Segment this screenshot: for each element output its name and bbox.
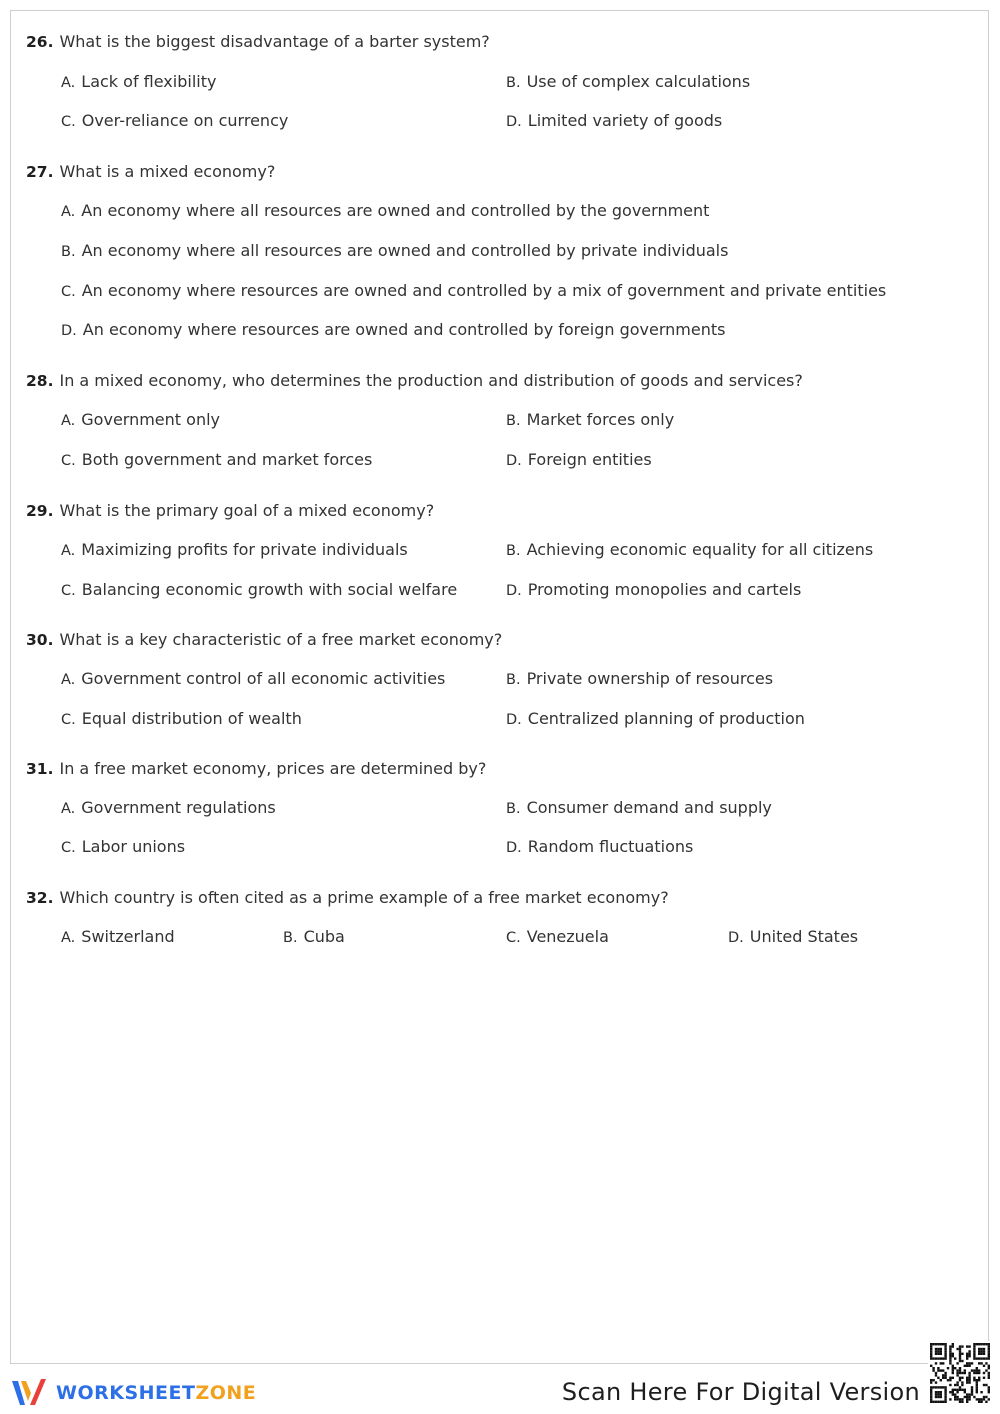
option-letter: C. [61,453,76,469]
option-text: Lack of flexibility [81,72,217,91]
brand-name [56,1382,256,1404]
question-text: In a free market economy, prices are determined by? [59,759,487,778]
question-line [26,501,434,521]
option-b[interactable] [506,798,772,819]
question-number: 32. [26,889,54,907]
option-a[interactable] [61,72,216,93]
option-text: Foreign entities [527,450,652,469]
option-text: Balancing economic growth with social welfare [81,580,458,599]
question-line [26,162,275,182]
option-letter: D. [506,453,522,469]
option-a[interactable] [61,798,276,819]
option-text: Achieving economic equality for all citizens [526,540,874,559]
option-text: An economy where all resources are owned and controlled by private individuals [81,241,729,260]
option-c[interactable] [61,111,288,132]
option-text: Switzerland [81,927,175,946]
option-a[interactable] [61,201,709,222]
option-b[interactable] [506,72,750,93]
question-line [26,371,803,391]
option-letter: B. [506,75,521,91]
option-text: An economy where all resources are owned and controlled by the government [81,201,710,220]
option-text: Venezuela [526,927,609,946]
option-letter: B. [283,930,298,946]
option-a[interactable] [61,410,220,431]
option-b[interactable] [506,410,674,431]
option-letter: B. [506,543,521,559]
question-number: 26. [26,33,54,51]
option-d[interactable] [61,320,725,341]
option-b[interactable] [283,927,345,948]
option-text: Random fluctuations [527,837,694,856]
option-letter: A. [61,204,76,220]
option-d[interactable] [506,111,722,132]
option-c[interactable] [61,837,185,858]
option-letter: B. [506,672,521,688]
option-d[interactable] [506,837,693,858]
option-c[interactable] [506,927,609,948]
option-a[interactable] [61,540,408,561]
option-text: United States [749,927,859,946]
option-a[interactable] [61,669,445,690]
question-line [26,759,486,779]
question-line [26,888,669,908]
option-letter: A. [61,413,76,429]
option-letter: C. [61,840,76,856]
option-b[interactable] [506,669,773,690]
option-text: Over-reliance on currency [81,111,289,130]
option-text: Labor unions [81,837,186,856]
question-text: Which country is often cited as a prime example of a free market economy? [59,888,669,907]
brand-name-part1: WORKSHEET [56,1382,196,1404]
option-text: Private ownership of resources [526,669,774,688]
option-text: Maximizing profits for private individuals [81,540,408,559]
option-text: Use of complex calculations [526,72,751,91]
question-text: What is a key characteristic of a free market economy? [59,630,503,649]
option-c[interactable] [61,580,457,601]
qr-code-icon[interactable] [928,1341,992,1405]
question-line [26,32,490,52]
option-letter: A. [61,801,76,817]
question-number: 28. [26,372,54,390]
option-text: Government regulations [81,798,276,817]
option-text: Market forces only [526,410,675,429]
question-text: What is the primary goal of a mixed economy? [59,501,435,520]
option-letter: D. [506,583,522,599]
option-text: Government control of all economic activities [81,669,446,688]
question-number: 31. [26,760,54,778]
option-d[interactable] [728,927,858,948]
option-d[interactable] [506,580,801,601]
question-line [26,630,502,650]
option-letter: B. [506,413,521,429]
brand-logo[interactable] [10,1377,256,1409]
option-letter: D. [506,712,522,728]
option-letter: B. [506,801,521,817]
option-text: Equal distribution of wealth [81,709,302,728]
worksheetzone-w-icon [10,1377,50,1409]
option-text: Consumer demand and supply [526,798,772,817]
option-text: Both government and market forces [81,450,373,469]
option-b[interactable] [61,241,728,262]
question-text: What is the biggest disadvantage of a barter system? [59,32,490,51]
option-text: Promoting monopolies and cartels [527,580,802,599]
option-letter: C. [61,583,76,599]
question-number: 27. [26,163,54,181]
scan-caption: Scan Here For Digital Version [561,1378,920,1406]
option-letter: D. [61,323,77,339]
question-text: In a mixed economy, who determines the production and distribution of goods and services? [59,371,803,390]
option-letter: A. [61,543,76,559]
option-text: Centralized planning of production [527,709,805,728]
option-c[interactable] [61,450,372,471]
option-letter: C. [61,284,76,300]
option-text: An economy where resources are owned and controlled by a mix of government and private entities [81,281,887,300]
question-number: 29. [26,502,54,520]
question-text: What is a mixed economy? [59,162,276,181]
option-letter: A. [61,75,76,91]
option-letter: D. [506,840,522,856]
option-d[interactable] [506,450,652,471]
brand-name-part2: ZONE [195,1382,257,1404]
option-letter: A. [61,930,76,946]
option-letter: A. [61,672,76,688]
option-letter: D. [728,930,744,946]
option-text: An economy where resources are owned and controlled by foreign governments [82,320,726,339]
option-c[interactable] [61,281,886,302]
option-c[interactable] [61,709,302,730]
option-a[interactable] [61,927,175,948]
option-letter: D. [506,114,522,130]
option-letter: C. [61,114,76,130]
option-text: Cuba [303,927,345,946]
option-text: Limited variety of goods [527,111,723,130]
option-text: Government only [81,410,220,429]
option-d[interactable] [506,709,805,730]
option-letter: B. [61,244,76,260]
option-letter: C. [61,712,76,728]
option-b[interactable] [506,540,873,561]
question-number: 30. [26,631,54,649]
option-letter: C. [506,930,521,946]
